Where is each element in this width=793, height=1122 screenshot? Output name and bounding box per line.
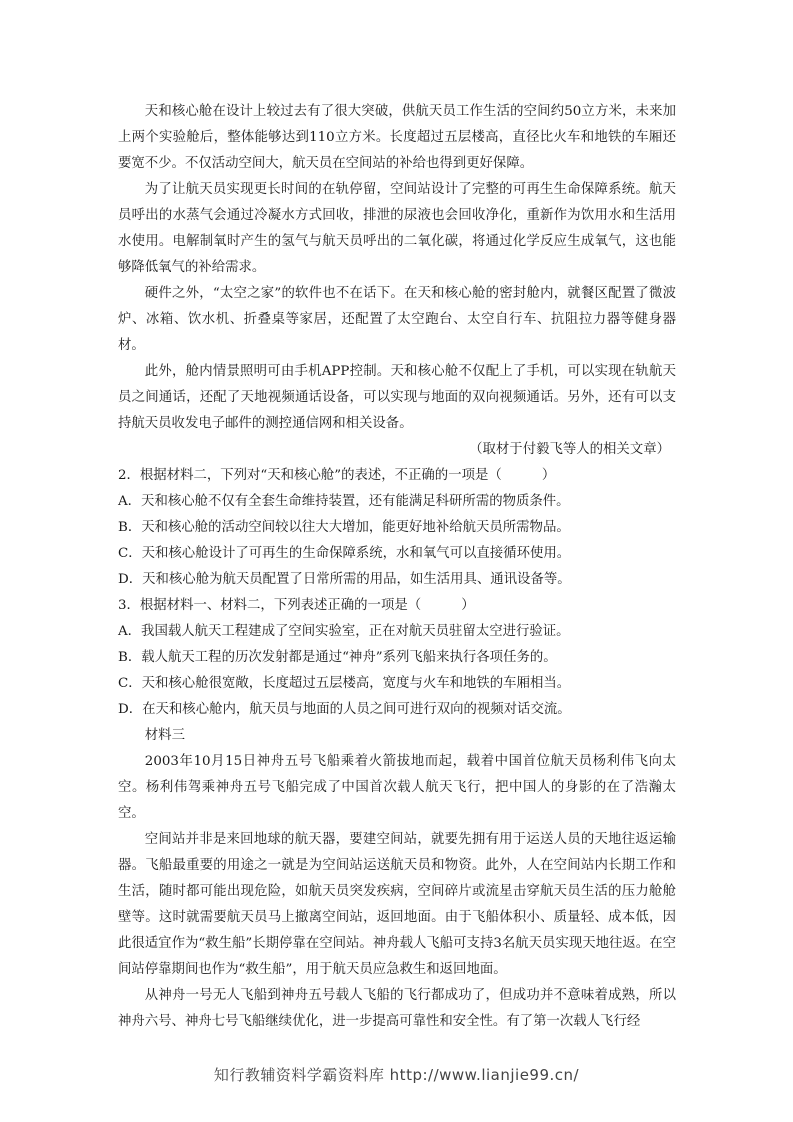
question-option: A．我国载人航天工程建成了空间实验室，正在对航天员驻留太空进行验证。 <box>118 624 570 639</box>
paragraph: 空间站并非是来回地球的航天器，要建空间站，就要先拥有用于运送人员的天地往返运输器。飞船最重要的用途之一就是为空间站运送航天员和物资。此外，人在空间站内长期工作和生活，随时都可能出现危险，如航天员突发疾病，空间碎片或流星击穿航天员生活的压力舱舱壁等。这时就需要航天员马上撤离空间站，返回地面。由于飞船体积小、质量轻、成本低，因此很适宜作为“救生船”长期停靠在空间站。神舟载人飞船可支持3名航天员实现天地往返。在空间站停靠期间也作为“救生船”，用于航天员应急救生和返回地面。 <box>118 832 676 977</box>
question-option: C．天和核心舱很宽敞，长度超过五层楼高，宽度与火车和地铁的车厢相当。 <box>118 676 571 691</box>
question-stem: 3．根据材料一、材料二，下列表述正确的一项是（ ） <box>118 598 475 613</box>
question-option: C．天和核心舱设计了可再生的生命保障系统，水和氧气可以直接循环使用。 <box>118 546 571 561</box>
question-option: B．天和核心舱的活动空间较以往大大增加，能更好地补给航天员所需物品。 <box>118 520 570 535</box>
paragraph: 此外，舱内情景照明可由手机APP控制。天和核心舱不仅配上了手机，可以实现在轨航天员之间通话，还配了天地视频通话设备，可以实现与地面的双向视频通话。另外，还有可以支持航天员收发电子邮件的测控通信网和相关设备。 <box>118 364 676 431</box>
question-stem: 2．根据材料二，下列对“天和核心舱”的表述，不正确的一项是（ ） <box>118 468 556 483</box>
question-option: B．载人航天工程的历次发射都是通过“神舟”系列飞船来执行各项任务的。 <box>118 650 557 665</box>
paragraph: 从神舟一号无人飞船到神舟五号载人飞船的飞行都成功了，但成功并不意味着成熟，所以神舟六号、神舟七号飞船继续优化，进一步提高可靠性和安全性。有了第一次载人飞行经 <box>118 988 676 1029</box>
material-three-label: 材料三 <box>144 728 185 743</box>
paragraph: 为了让航天员实现更长时间的在轨停留，空间站设计了完整的可再生生命保障系统。航天员呼出的水蒸气会通过冷凝水方式回收，排泄的尿液也会回收净化，重新作为饮用水和生活用水使用。电解制氧时产生的氢气与航天员呼出的二氧化碳，将通过化学反应生成氧气，这也能够降低氧气的补给需求。 <box>118 182 676 275</box>
paragraph: 2003年10月15日神舟五号飞船乘着火箭拔地而起，载着中国首位航天员杨利伟飞向太空。杨利伟驾乘神舟五号飞船完成了中国首次载人航天飞行，把中国人的身影的在了浩瀚太空。 <box>118 754 676 821</box>
paragraph: 硬件之外，“太空之家”的软件也不在话下。在天和核心舱的密封舱内，就餐区配置了微波炉、冰箱、饮水机、折叠桌等家居，还配置了太空跑台、太空自行车、抗阻拉力器等健身器材。 <box>118 286 676 353</box>
source-citation: （取材于付毅飞等人的相关文章） <box>469 442 670 457</box>
question-option: D．天和核心舱为航天员配置了日常所需的用品，如生活用具、通讯设备等。 <box>118 572 571 587</box>
material-two-body <box>118 99 676 1035</box>
question-option: A．天和核心舱不仅有全套生命维持装置，还有能满足科研所需的物质条件。 <box>118 494 570 509</box>
question-option: D．在天和核心舱内，航天员与地面的人员之间可进行双向的视频对话交流。 <box>118 702 571 717</box>
footer-watermark: 知行教辅资料学霸资料库 http://www.lianjie99.cn/ <box>213 1066 580 1084</box>
paragraph: 天和核心舱在设计上较过去有了很大突破，供航天员工作生活的空间约50立方米，未来加上两个实验舱后，整体能够达到110立方米。长度超过五层楼高，直径比火车和地铁的车厢还要宽不少。不仅活动空间大，航天员在空间站的补给也得到更好保障。 <box>118 104 676 171</box>
